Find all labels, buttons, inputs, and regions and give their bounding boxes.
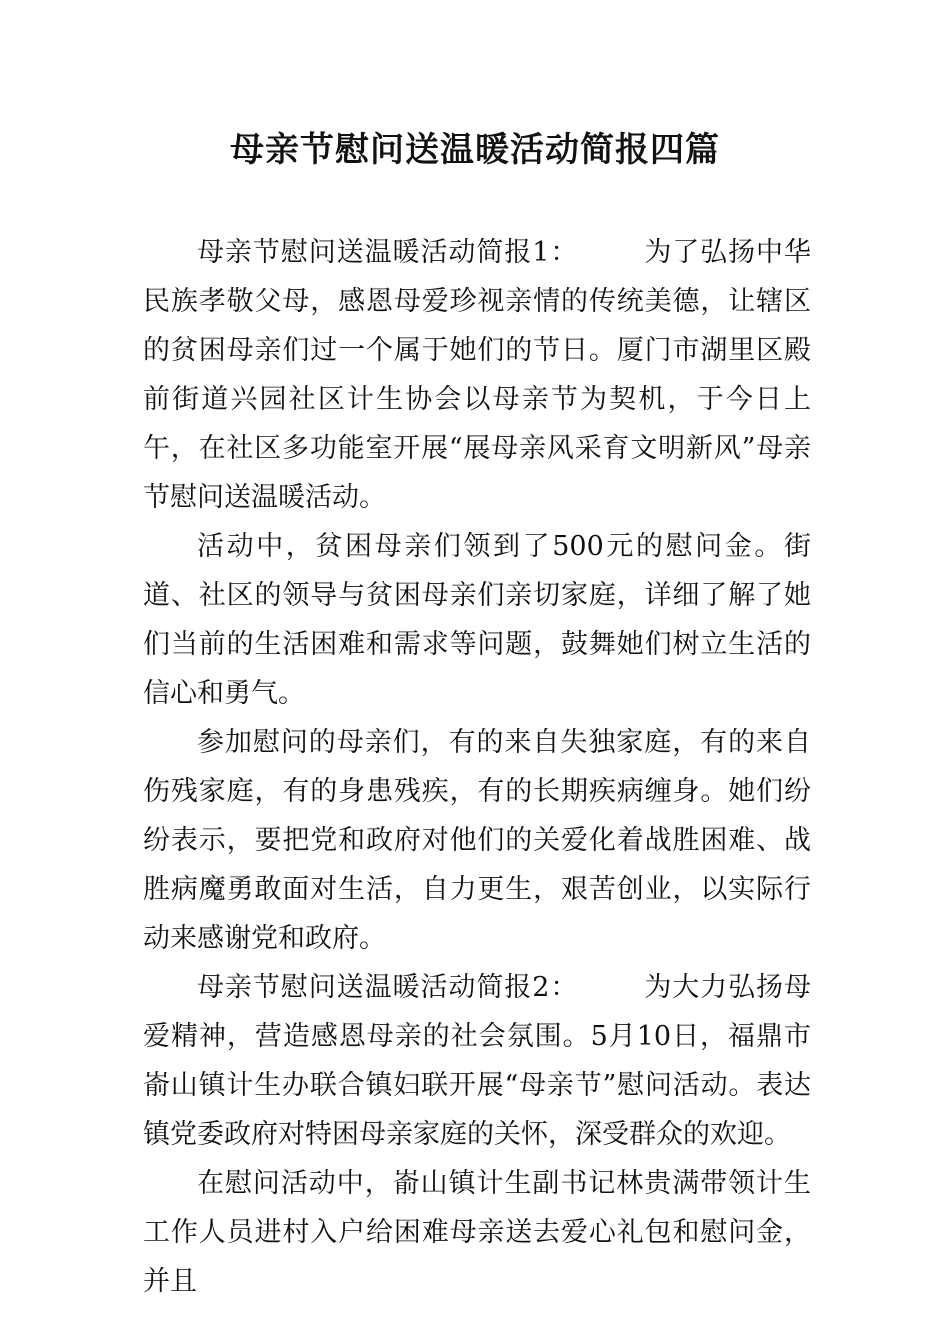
paragraph-4: [143, 963, 811, 1159]
section-label-2: 母亲节慰问送温暖活动简报2：: [197, 972, 579, 1003]
paragraph-text: 在慰问活动中，嵛山镇计生副书记林贵满带领计生工作人员进村入户给困难母亲送去爱心礼包和慰问金，并且: [143, 1168, 811, 1297]
paragraph-text: 活动中，贫困母亲们领到了500元的慰问金。街道、社区的领导与贫困母亲们亲切家庭，详细了解了她们当前的生活困难和需求等问题，鼓舞她们树立生活的信心和勇气。: [143, 531, 811, 709]
document-title: 母亲节慰问送温暖活动简报四篇: [230, 130, 720, 170]
document-body: [143, 228, 811, 1306]
paragraph-2: [143, 522, 811, 718]
paragraph-text: 为了弘扬中华民族孝敬父母，感恩母爱珍视亲情的传统美德，让辖区的贫困母亲们过一个属于她们的节日。厦门市湖里区殿前街道兴园社区计生协会以母亲节为契机，于今日上午，在社区多功能室开展“展母亲风采育文明新风”母亲节慰问送温暖活动。: [143, 237, 811, 513]
paragraph-5: [143, 1159, 811, 1306]
section-label-1: 母亲节慰问送温暖活动简报1：: [197, 237, 579, 268]
paragraph-text: 为大力弘扬母爱精神，营造感恩母亲的社会氛围。5月10日，福鼎市嵛山镇计生办联合镇妇联开展“母亲节”慰问活动。表达镇党委政府对特困母亲家庭的关怀，深受群众的欢迎。: [143, 972, 811, 1150]
paragraph-3: [143, 718, 811, 963]
paragraph-text: 参加慰问的母亲们，有的来自失独家庭，有的来自伤残家庭，有的身患残疾，有的长期疾病缠身。她们纷纷表示，要把党和政府对他们的关爱化着战胜困难、战胜病魔勇敢面对生活，自力更生，艰苦创业，以实际行动来感谢党和政府。: [143, 727, 811, 954]
paragraph-1: [143, 228, 811, 522]
